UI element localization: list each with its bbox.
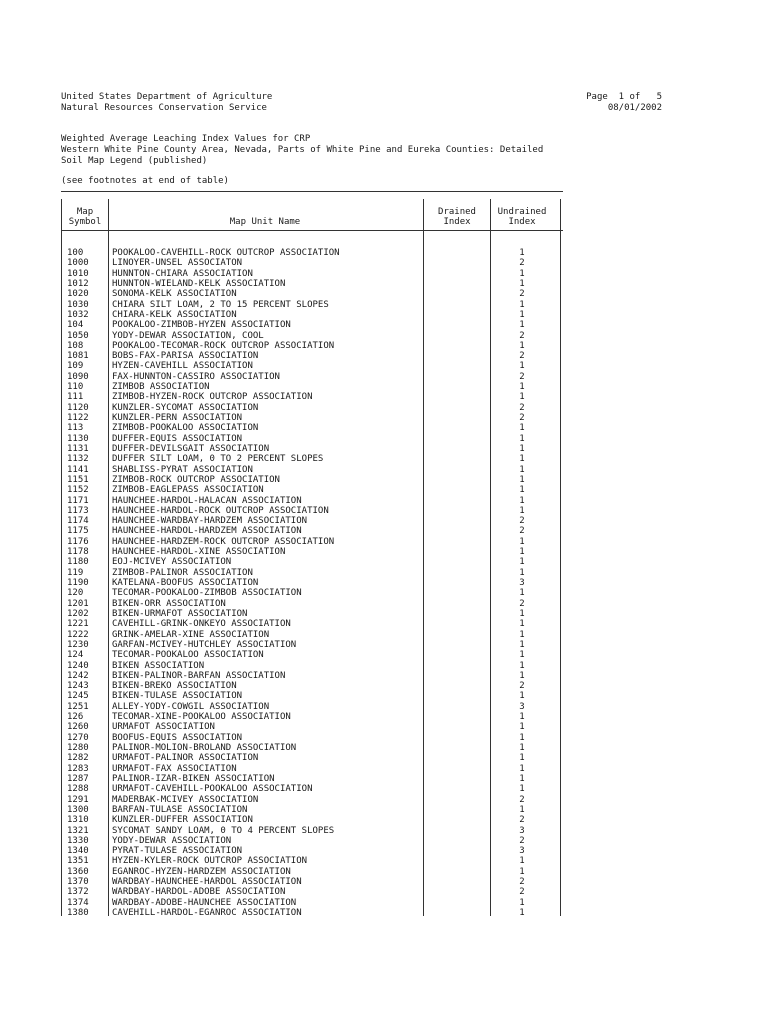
undrained-index: 2 [519, 402, 525, 413]
map-unit-name: SYCOMAT SANDY LOAM, 0 TO 4 PERCENT SLOPES [112, 825, 335, 836]
map-symbol: 1000 [67, 258, 89, 269]
map-unit-name: PALINOR-IZAR-BIKEN ASSOCIATION [112, 773, 275, 784]
map-unit-name: BIKEN-TULASE ASSOCIATION [112, 691, 243, 702]
table-row [61, 846, 563, 856]
undrained-index: 1 [519, 433, 525, 444]
map-unit-name: HAUNCHEE-HARDOL-HALACAN ASSOCIATION [112, 495, 302, 506]
undrained-index: 1 [519, 268, 525, 279]
title-line-3: Soil Map Legend (published) [61, 155, 208, 166]
map-unit-name: EGANROC-HYZEN-HARDZEM ASSOCIATION [112, 866, 291, 877]
undrained-index: 1 [519, 278, 525, 289]
report-title [61, 134, 543, 166]
undrained-index: 2 [519, 681, 525, 692]
map-symbol: 104 [67, 320, 84, 331]
map-symbol: 1151 [67, 474, 89, 485]
map-symbol: 109 [67, 361, 84, 372]
map-symbol: 124 [67, 650, 84, 661]
undrained-index: 1 [519, 753, 525, 764]
map-symbol: 111 [67, 392, 84, 403]
map-symbol: 1380 [67, 908, 89, 918]
table-row [61, 547, 563, 557]
map-symbol: 1282 [67, 753, 89, 764]
table-row [61, 774, 563, 784]
map-symbol: 1321 [67, 825, 89, 836]
undrained-index: 2 [519, 371, 525, 382]
map-unit-name: HYZEN-CAVEHILL ASSOCIATION [112, 361, 253, 372]
map-unit-name: ZIMBOB ASSOCIATION [112, 382, 210, 393]
undrained-index: 1 [519, 619, 525, 630]
map-unit-name: TECOMAR-XINE-POOKALOO ASSOCIATION [112, 712, 291, 723]
map-unit-name: ZIMBOB-PALINOR ASSOCIATION [112, 567, 253, 578]
undrained-index: 2 [519, 598, 525, 609]
undrained-index: 2 [519, 516, 525, 527]
map-unit-name: TECOMAR-POOKALOO-ZIMBOB ASSOCIATION [112, 588, 302, 599]
table-row [61, 691, 563, 701]
map-unit-name: DUFFER-EQUIS ASSOCIATION [112, 433, 243, 444]
header-drained-index: Drained Index [438, 207, 476, 227]
map-unit-name: CHIARA SILT LOAM, 2 TO 15 PERCENT SLOPES [112, 299, 329, 310]
map-unit-name: HAUNCHEE-WARDBAY-HARDZEM ASSOCIATION [112, 516, 308, 527]
map-unit-name: BIKEN-BREKO ASSOCIATION [112, 681, 237, 692]
map-unit-name: EOJ-MCIVEY ASSOCIATION [112, 557, 232, 568]
table-row [61, 898, 563, 908]
map-unit-name: URMAFOT-PALINOR ASSOCIATION [112, 753, 259, 764]
map-symbol: 1243 [67, 681, 89, 692]
map-unit-name: CAVEHILL-GRINK-ONKEYO ASSOCIATION [112, 619, 291, 630]
map-unit-name: BARFAN-TULASE ASSOCIATION [112, 804, 248, 815]
map-symbol: 1032 [67, 309, 89, 320]
undrained-index: 1 [519, 722, 525, 733]
table-row [61, 661, 563, 671]
undrained-index: 1 [519, 464, 525, 475]
undrained-index: 1 [519, 784, 525, 795]
table-row [61, 887, 563, 897]
map-unit-name: URMAFOT-FAX ASSOCIATION [112, 763, 237, 774]
table-row [61, 856, 563, 866]
map-symbol: 113 [67, 423, 84, 434]
map-unit-name: SHABLISS-PYRAT ASSOCIATION [112, 464, 253, 475]
map-unit-name: FAX-HUNNTON-CASSIRO ASSOCIATION [112, 371, 280, 382]
undrained-index: 1 [519, 588, 525, 599]
map-symbol: 1283 [67, 763, 89, 774]
map-unit-name: GARFAN-MCIVEY-HUTCHLEY ASSOCIATION [112, 639, 297, 650]
table-row [61, 795, 563, 805]
undrained-index: 1 [519, 763, 525, 774]
table-row [61, 557, 563, 567]
undrained-index: 1 [519, 248, 525, 258]
undrained-index: 1 [519, 856, 525, 867]
table-row [61, 310, 563, 320]
table-row [61, 722, 563, 732]
table-row [61, 403, 563, 413]
map-symbol: 1202 [67, 608, 89, 619]
table-row [61, 867, 563, 877]
map-symbol: 1270 [67, 732, 89, 743]
map-unit-name: BIKEN-URMAFOT ASSOCIATION [112, 608, 248, 619]
map-symbol: 1175 [67, 526, 89, 537]
table-row [61, 650, 563, 660]
undrained-index: 1 [519, 712, 525, 723]
table-row [61, 248, 563, 258]
map-unit-name: BIKEN-ORR ASSOCIATION [112, 598, 226, 609]
map-symbol: 119 [67, 567, 84, 578]
undrained-index: 1 [519, 309, 525, 320]
map-symbol: 1152 [67, 485, 89, 496]
map-symbol: 1351 [67, 856, 89, 867]
header-rule [61, 230, 563, 231]
table-row [61, 712, 563, 722]
agency-header [61, 92, 272, 114]
undrained-index: 2 [519, 330, 525, 341]
map-symbol: 1050 [67, 330, 89, 341]
table-row [61, 877, 563, 887]
map-symbol: 1300 [67, 804, 89, 815]
table-row [61, 599, 563, 609]
map-symbol: 1370 [67, 877, 89, 888]
map-symbol: 1221 [67, 619, 89, 630]
undrained-index: 3 [519, 846, 525, 857]
map-symbol: 1251 [67, 701, 89, 712]
map-unit-name: ALLEY-YODY-COWGIL ASSOCIATION [112, 701, 270, 712]
table-row [61, 372, 563, 382]
table-row [61, 805, 563, 815]
map-unit-name: LINOYER-UNSEL ASSOCIATON [112, 258, 243, 269]
table-row [61, 516, 563, 526]
undrained-index: 1 [519, 454, 525, 465]
agency-line-1: United States Department of Agriculture [61, 92, 273, 102]
map-unit-name: KUNZLER-DUFFER ASSOCIATION [112, 815, 253, 826]
undrained-index: 2 [519, 526, 525, 537]
map-symbol: 1122 [67, 413, 89, 423]
undrained-index: 1 [519, 536, 525, 547]
table-row [61, 588, 563, 598]
undrained-index: 1 [519, 608, 525, 619]
table-row [61, 320, 563, 330]
map-unit-name: BOBS-FAX-PARISA ASSOCIATION [112, 351, 259, 362]
map-symbol: 1201 [67, 598, 89, 609]
undrained-index: 1 [519, 691, 525, 702]
table-row [61, 537, 563, 547]
table-row [61, 743, 563, 753]
undrained-index: 1 [519, 361, 525, 372]
undrained-index: 1 [519, 320, 525, 331]
undrained-index: 2 [519, 289, 525, 300]
table-row [61, 526, 563, 536]
map-symbol: 1230 [67, 639, 89, 650]
header-symbol: Map Symbol [68, 207, 102, 227]
map-symbol: 1012 [67, 278, 89, 289]
undrained-index: 1 [519, 866, 525, 877]
table-row [61, 351, 563, 361]
table-row [61, 485, 563, 495]
table-row [61, 506, 563, 516]
table-row [61, 784, 563, 794]
table-row [61, 496, 563, 506]
map-unit-name: KUNZLER-PERN ASSOCIATION [112, 413, 243, 423]
map-unit-name: ZIMBOB-EAGLEPASS ASSOCIATION [112, 485, 264, 496]
undrained-index: 2 [519, 835, 525, 846]
map-symbol: 1180 [67, 557, 89, 568]
map-symbol: 1280 [67, 743, 89, 753]
undrained-index: 1 [519, 547, 525, 558]
undrained-index: 1 [519, 485, 525, 496]
undrained-index: 2 [519, 815, 525, 826]
map-unit-name: WARDBAY-HARDOL-ADOBE ASSOCIATION [112, 887, 286, 898]
table-row [61, 269, 563, 279]
map-unit-name: CAVEHILL-HARDOL-EGANROC ASSOCIATION [112, 908, 302, 918]
table-row [61, 826, 563, 836]
undrained-index: 1 [519, 743, 525, 753]
map-unit-name: HAUNCHEE-HARDOL-ROCK OUTCROP ASSOCIATION [112, 505, 329, 516]
map-symbol: 120 [67, 588, 84, 599]
map-symbol: 110 [67, 382, 84, 393]
table-row [61, 413, 563, 423]
map-unit-name: PYRAT-TULASE ASSOCIATION [112, 846, 243, 857]
table-row [61, 908, 563, 918]
map-symbol: 1374 [67, 897, 89, 908]
table-row [61, 392, 563, 402]
map-unit-name: URMAFOT-CAVEHILL-POOKALOO ASSOCIATION [112, 784, 313, 795]
map-symbol: 1120 [67, 402, 89, 413]
map-symbol: 1330 [67, 835, 89, 846]
table-row [61, 475, 563, 485]
map-unit-name: BIKEN-PALINOR-BARFAN ASSOCIATION [112, 670, 286, 681]
undrained-index: 2 [519, 258, 525, 269]
map-unit-name: ZIMBOB-ROCK OUTCROP ASSOCIATION [112, 474, 280, 485]
table-row [61, 609, 563, 619]
map-symbol: 1287 [67, 773, 89, 784]
leaching-index-table [61, 189, 563, 916]
map-symbol: 108 [67, 340, 84, 351]
undrained-index: 3 [519, 825, 525, 836]
table-row [61, 289, 563, 299]
table-row [61, 630, 563, 640]
map-symbol: 1141 [67, 464, 89, 475]
map-unit-name: GRINK-AMELAR-XINE ASSOCIATION [112, 629, 270, 640]
page-info [586, 92, 662, 114]
map-unit-name: HUNNTON-WIELAND-KELK ASSOCIATION [112, 278, 286, 289]
map-unit-name: URMAFOT ASSOCIATION [112, 722, 215, 733]
map-unit-name: WARDBAY-HAUNCHEE-HARDOL ASSOCIATION [112, 877, 302, 888]
map-symbol: 1132 [67, 454, 89, 465]
map-unit-name: BIKEN ASSOCIATION [112, 660, 205, 671]
table-row [61, 836, 563, 846]
map-symbol: 1174 [67, 516, 89, 527]
map-symbol: 1171 [67, 495, 89, 506]
table-row [61, 423, 563, 433]
report-date: 08/01/2002 [607, 103, 662, 113]
map-symbol: 1260 [67, 722, 89, 733]
undrained-index: 2 [519, 794, 525, 805]
map-unit-name: SONOMA-KELK ASSOCIATION [112, 289, 237, 300]
map-unit-name: POOKALOO-CAVEHILL-ROCK OUTCROP ASSOCIATION [112, 248, 340, 258]
undrained-index: 1 [519, 639, 525, 650]
map-unit-name: HAUNCHEE-HARDZEM-ROCK OUTCROP ASSOCIATION [112, 536, 335, 547]
table-row [61, 361, 563, 371]
map-symbol: 1240 [67, 660, 89, 671]
table-row [61, 681, 563, 691]
map-symbol: 1090 [67, 371, 89, 382]
undrained-index: 3 [519, 578, 525, 588]
map-unit-name: KATELANA-BOOFUS ASSOCIATION [112, 578, 259, 588]
map-symbol: 1176 [67, 536, 89, 547]
undrained-index: 1 [519, 567, 525, 578]
undrained-index: 1 [519, 423, 525, 434]
table-row [61, 444, 563, 454]
map-unit-name: CHIARA-KELK ASSOCIATION [112, 309, 237, 320]
map-symbol: 1131 [67, 443, 89, 454]
table-row [61, 465, 563, 475]
undrained-index: 1 [519, 340, 525, 351]
map-unit-name: HYZEN-KYLER-ROCK OUTCROP ASSOCIATION [112, 856, 308, 867]
map-symbol: 1173 [67, 505, 89, 516]
map-symbol: 1288 [67, 784, 89, 795]
map-symbol: 1245 [67, 691, 89, 702]
table-row [61, 640, 563, 650]
table-row [61, 578, 563, 588]
undrained-index: 1 [519, 495, 525, 506]
map-symbol: 1372 [67, 887, 89, 898]
title-line-2: Western White Pine County Area, Nevada, Parts of White Pine and Eureka Counties: Detailed [61, 144, 544, 155]
undrained-index: 1 [519, 392, 525, 403]
map-symbol: 1081 [67, 351, 89, 362]
header-map-unit-name: Map Unit Name [229, 217, 301, 227]
table-row [61, 331, 563, 341]
undrained-index: 1 [519, 382, 525, 393]
undrained-index: 1 [519, 804, 525, 815]
title-line-1: Weighted Average Leaching Index Values for CRP [61, 134, 311, 144]
page-number: Page 1 of 5 [586, 92, 662, 102]
table-body [61, 248, 563, 918]
map-unit-name: WARDBAY-ADOBE-HAUNCHEE ASSOCIATION [112, 897, 297, 908]
map-unit-name: DUFFER-DEVILSGAIT ASSOCIATION [112, 443, 270, 454]
table-row [61, 258, 563, 268]
table-row [61, 733, 563, 743]
map-unit-name: HAUNCHEE-HARDOL-XINE ASSOCIATION [112, 547, 286, 558]
footnote-reference: (see footnotes at end of table) [61, 176, 229, 186]
table-row [61, 300, 563, 310]
table-row [61, 702, 563, 712]
undrained-index: 1 [519, 660, 525, 671]
map-unit-name: ZIMBOB-POOKALOO ASSOCIATION [112, 423, 259, 434]
map-symbol: 100 [67, 248, 84, 258]
map-unit-name: POOKALOO-ZIMBOB-HYZEN ASSOCIATION [112, 320, 291, 331]
header-undrained-index: Undrained Index [497, 207, 547, 227]
map-symbol: 1130 [67, 433, 89, 444]
table-row [61, 671, 563, 681]
undrained-index: 2 [519, 351, 525, 362]
map-unit-name: POOKALOO-TECOMAR-ROCK OUTCROP ASSOCIATION [112, 340, 335, 351]
map-symbol: 1310 [67, 815, 89, 826]
undrained-index: 1 [519, 299, 525, 310]
undrained-index: 1 [519, 629, 525, 640]
table-row [61, 279, 563, 289]
table-row [61, 382, 563, 392]
table-row [61, 454, 563, 464]
map-symbol: 1190 [67, 578, 89, 588]
table-top-rule [61, 191, 563, 192]
undrained-index: 2 [519, 877, 525, 888]
map-unit-name: YODY-DEWAR ASSOCIATION [112, 835, 232, 846]
undrained-index: 1 [519, 474, 525, 485]
map-symbol: 1178 [67, 547, 89, 558]
map-symbol: 1360 [67, 866, 89, 877]
undrained-index: 1 [519, 897, 525, 908]
undrained-index: 2 [519, 887, 525, 898]
map-symbol: 1340 [67, 846, 89, 857]
map-symbol: 1010 [67, 268, 89, 279]
table-row [61, 341, 563, 351]
map-unit-name: HUNNTON-CHIARA ASSOCIATION [112, 268, 253, 279]
undrained-index: 1 [519, 773, 525, 784]
map-symbol: 126 [67, 712, 84, 723]
table-row [61, 764, 563, 774]
map-unit-name: HAUNCHEE-HARDOL-HARDZEM ASSOCIATION [112, 526, 302, 537]
map-unit-name: TECOMAR-POOKALOO ASSOCIATION [112, 650, 264, 661]
map-symbol: 1291 [67, 794, 89, 805]
undrained-index: 3 [519, 701, 525, 712]
map-unit-name: BOOFUS-EQUIS ASSOCIATION [112, 732, 243, 743]
map-unit-name: MADERBAK-MCIVEY ASSOCIATION [112, 794, 259, 805]
map-symbol: 1030 [67, 299, 89, 310]
undrained-index: 2 [519, 413, 525, 423]
table-row [61, 568, 563, 578]
map-unit-name: DUFFER SILT LOAM, 0 TO 2 PERCENT SLOPES [112, 454, 324, 465]
undrained-index: 1 [519, 505, 525, 516]
table-row [61, 619, 563, 629]
map-unit-name: KUNZLER-SYCOMAT ASSOCIATION [112, 402, 259, 413]
map-symbol: 1020 [67, 289, 89, 300]
map-unit-name: YODY-DEWAR ASSOCIATION, COOL [112, 330, 264, 341]
undrained-index: 1 [519, 732, 525, 743]
undrained-index: 1 [519, 670, 525, 681]
undrained-index: 1 [519, 557, 525, 568]
map-symbol: 1242 [67, 670, 89, 681]
map-unit-name: ZIMBOB-HYZEN-ROCK OUTCROP ASSOCIATION [112, 392, 313, 403]
map-unit-name: PALINOR-MOLION-BROLAND ASSOCIATION [112, 743, 297, 753]
agency-line-2: Natural Resources Conservation Service [61, 103, 267, 113]
map-symbol: 1222 [67, 629, 89, 640]
undrained-index: 1 [519, 908, 525, 918]
undrained-index: 1 [519, 650, 525, 661]
table-row [61, 815, 563, 825]
undrained-index: 1 [519, 443, 525, 454]
table-row [61, 434, 563, 444]
table-row [61, 753, 563, 763]
